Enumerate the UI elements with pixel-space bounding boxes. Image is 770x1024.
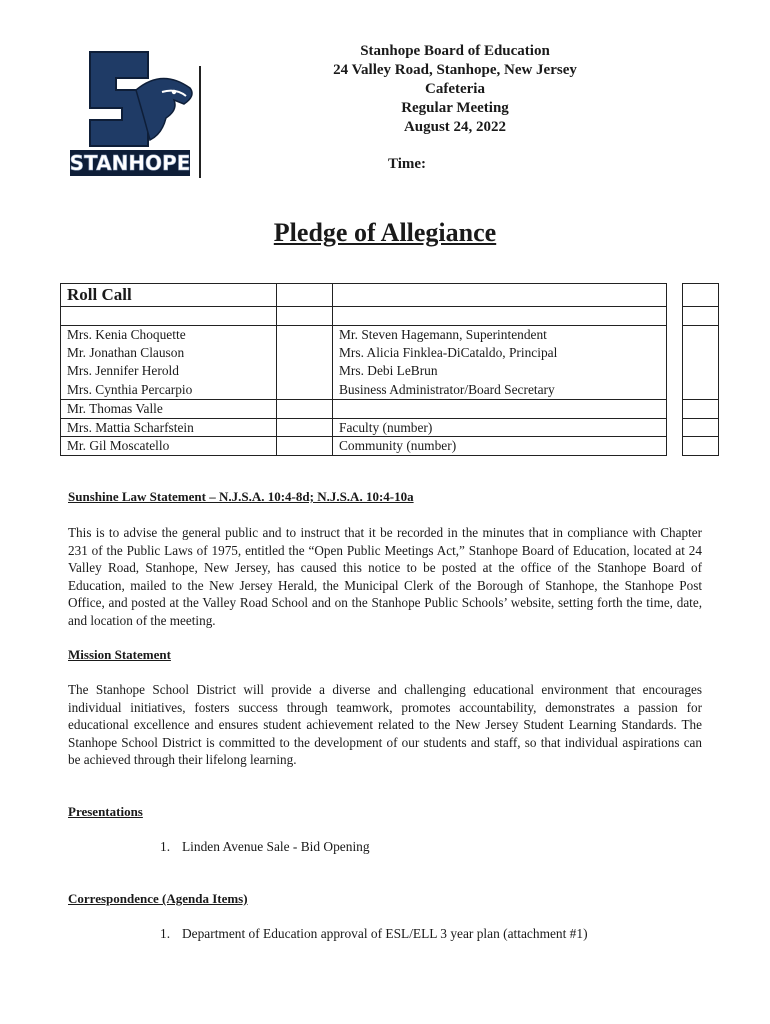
roll-call-table	[60, 283, 719, 456]
board-member: Mrs. Jennifer Herold	[67, 363, 179, 379]
logo-divider	[199, 66, 201, 178]
community-count: Community (number)	[333, 437, 667, 456]
list-item	[160, 926, 588, 942]
logo-text: STANHOPE	[69, 151, 191, 175]
staff-cell	[333, 325, 667, 400]
faculty-count: Faculty (number)	[333, 418, 667, 437]
sunshine-text: This is to advise the general public and to instruct that it be recorded in the minutes that in compliance with Chapter 231 of the Public Laws of 1975, entitled the “Open Public Meetings Act,” Stanhope Board of Education, located at 24 Valley Road, Stanhope, New Jersey, has caused this notice to be posted at the office of the Stanhope Board of Education, mailed to the New Jersey Herald, the Municipal Clerk of the Borough of Stanhope, the Stanhope Post Office, and posted at the Valley Road School and on the Stanhope Public Schools’ website, setting forth the time, date, and location of the meeting.	[68, 525, 702, 628]
header-line: Stanhope Board of Education	[360, 43, 550, 59]
staff-member: Mr. Steven Hagemann, Superintendent	[339, 326, 547, 342]
list-item-number: 1.	[160, 839, 171, 854]
header-line: 24 Valley Road, Stanhope, New Jersey	[333, 62, 577, 78]
list-item	[160, 839, 370, 855]
sunshine-heading: Sunshine Law Statement – N.J.S.A. 10:4-8d; N.J.S.A. 10:4-10a	[68, 489, 414, 504]
board-member: Mrs. Mattia Scharfstein	[61, 418, 277, 437]
presentations-heading: Presentations	[68, 804, 143, 819]
staff-member: Mrs. Debi LeBrun	[339, 363, 438, 379]
roll-call-title: Roll Call	[61, 284, 277, 307]
staff-member: Mrs. Alicia Finklea-DiCataldo, Principal	[339, 344, 558, 360]
header-line: Regular Meeting	[401, 100, 509, 116]
list-item-text: Department of Education approval of ESL/ELL 3 year plan (attachment #1)	[182, 926, 588, 941]
board-members-cell	[61, 325, 277, 400]
meeting-header	[300, 42, 610, 137]
board-member: Mrs. Cynthia Percarpio	[67, 381, 193, 397]
staff-member: Business Administrator/Board Secretary	[339, 381, 555, 397]
header-line: Cafeteria	[425, 81, 485, 97]
pledge-title: Pledge of Allegiance	[273, 218, 497, 247]
board-member: Mr. Thomas Valle	[61, 400, 277, 419]
list-item-number: 1.	[160, 926, 171, 941]
board-member: Mrs. Kenia Choquette	[67, 326, 186, 342]
stanhope-logo	[66, 48, 206, 180]
time-label: Time:	[388, 156, 427, 172]
board-member: Mr. Gil Moscatello	[61, 437, 277, 456]
header-line: August 24, 2022	[403, 119, 507, 135]
board-member: Mr. Jonathan Clauson	[67, 344, 185, 360]
mission-text: The Stanhope School District will provide a diverse and challenging educational environment that encourages individual initiatives, fosters success through teamwork, promotes accountability, demonstrates a passion for educational excellence and ensures student achievement related to the New Jersey Student Learning Standards. The Stanhope School District is committed to the development of our students and staff, so that individual aspirations can be achieved through their lifelong learning.	[68, 682, 702, 768]
mission-heading: Mission Statement	[68, 647, 171, 662]
list-item-text: Linden Avenue Sale - Bid Opening	[182, 839, 370, 854]
correspondence-heading: Correspondence (Agenda Items)	[68, 891, 248, 906]
